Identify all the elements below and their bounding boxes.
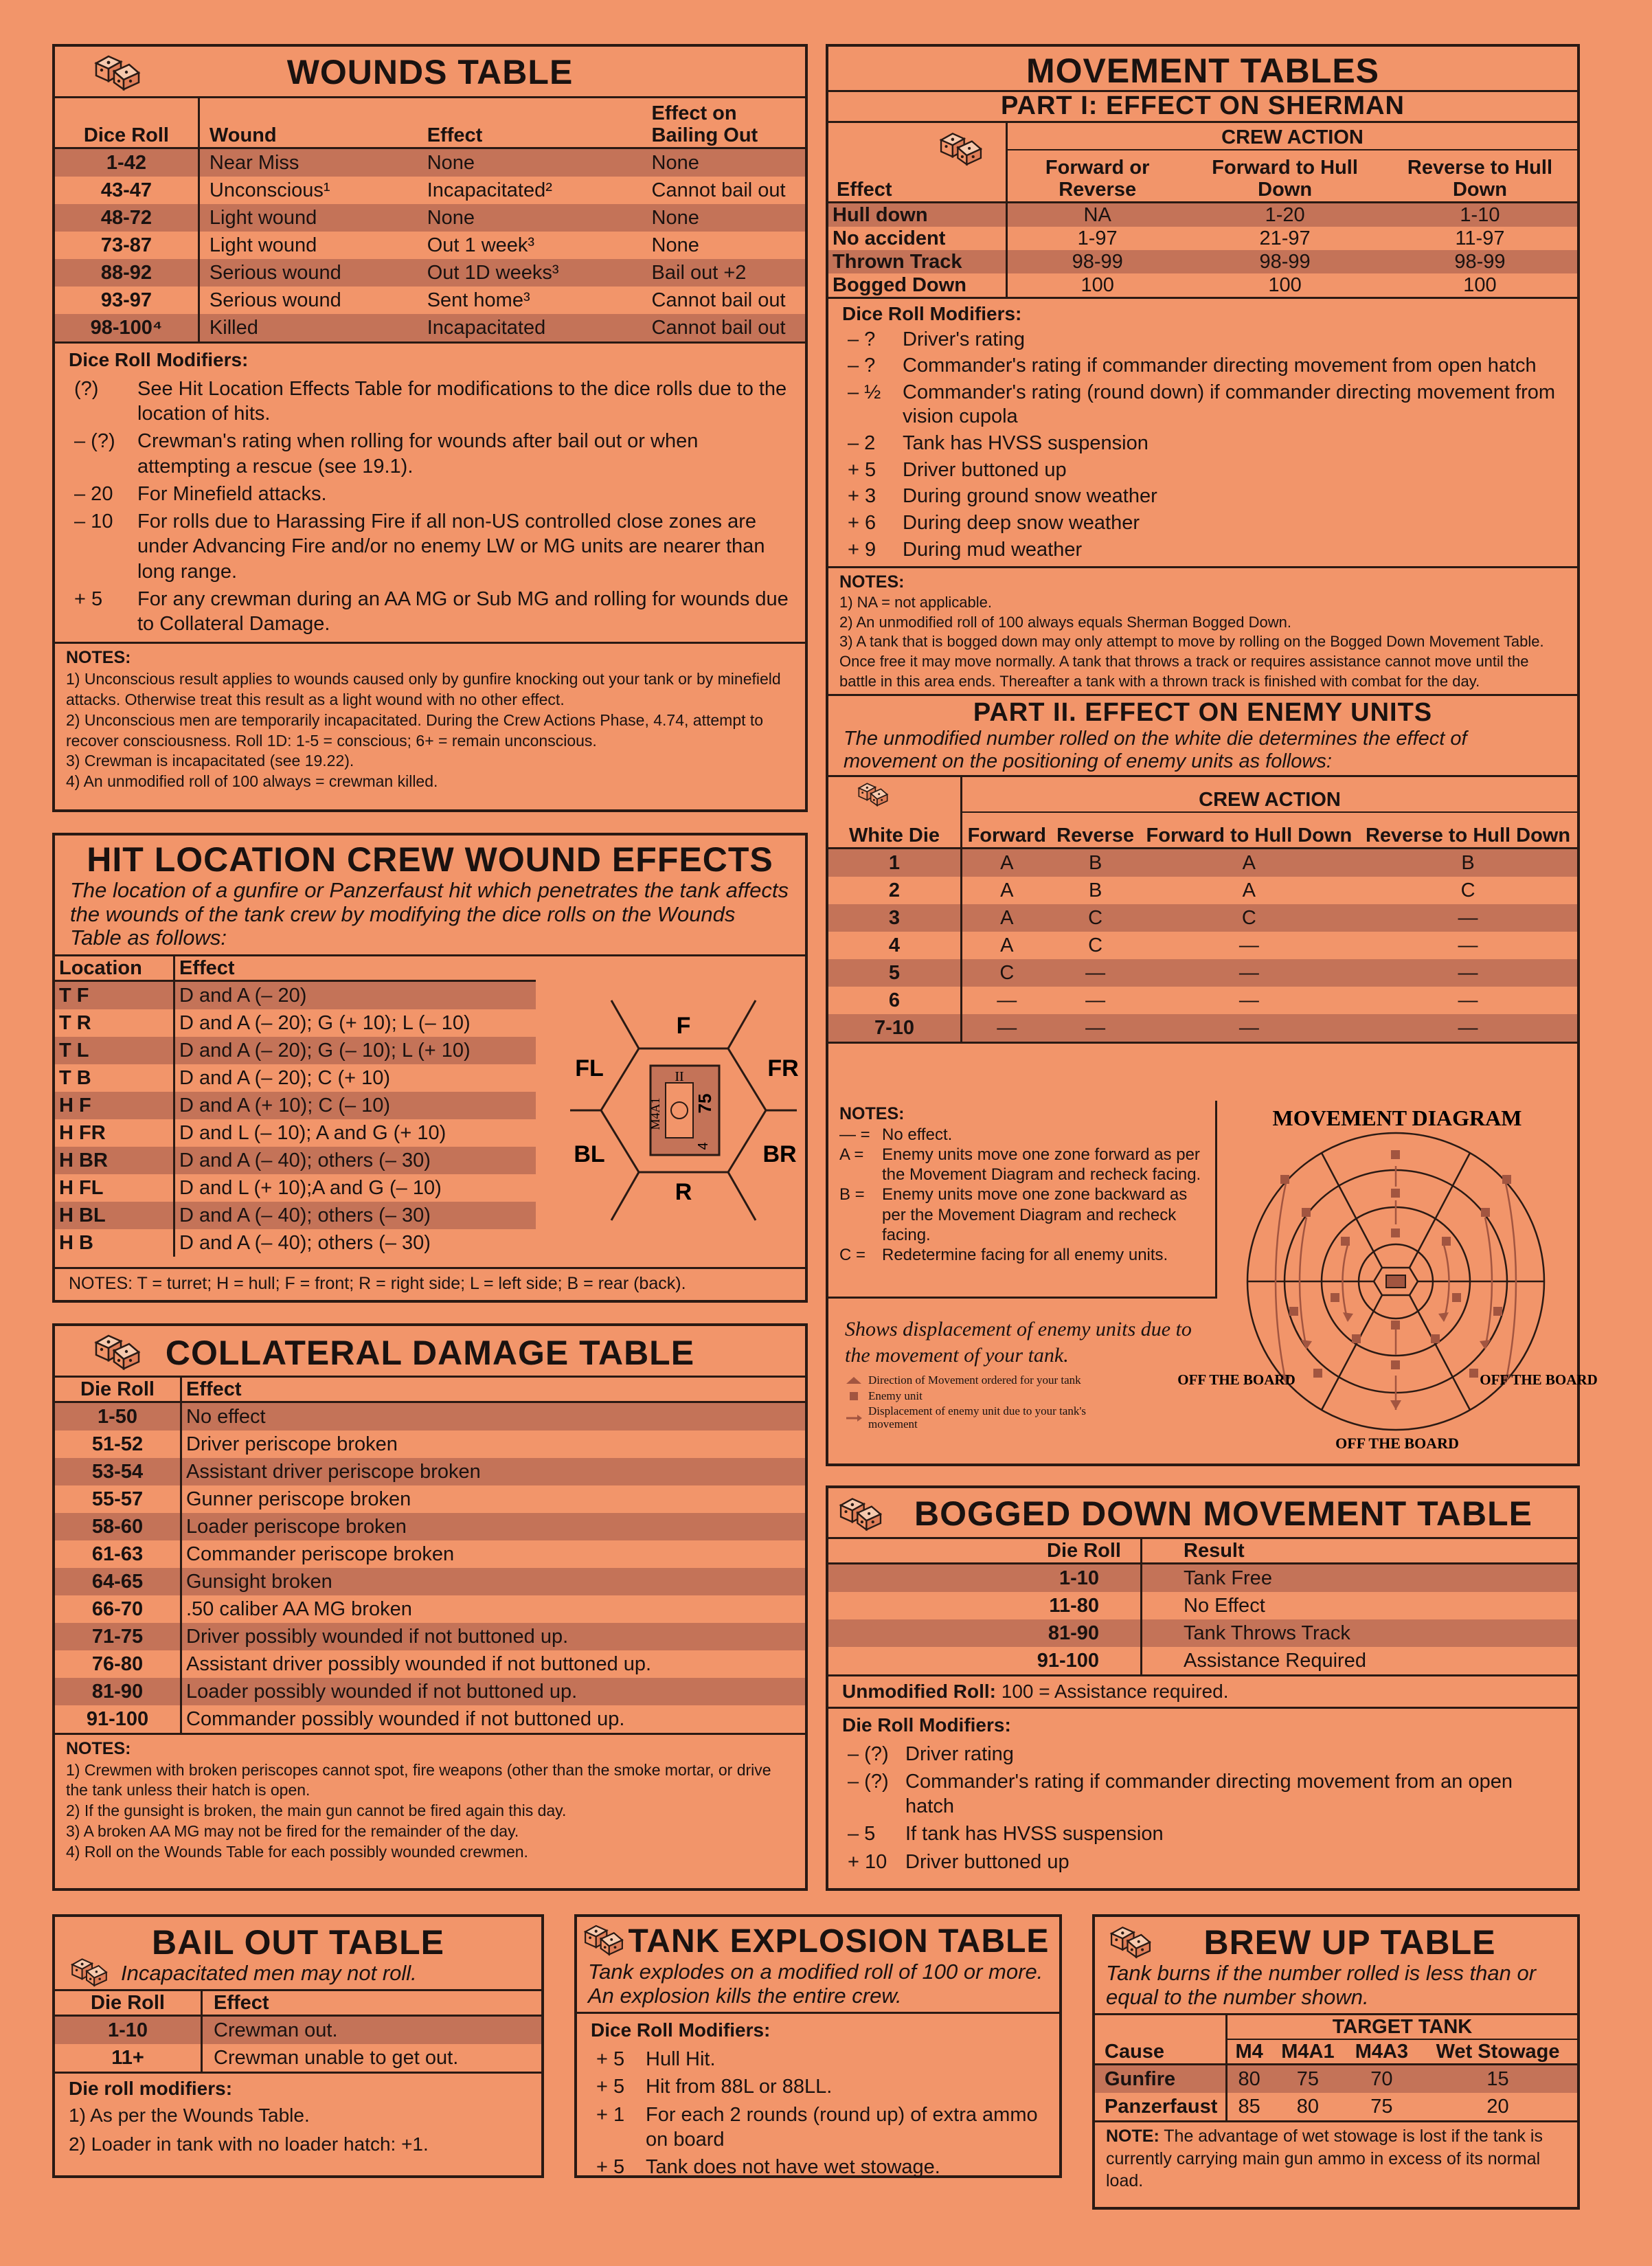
modifier-row: (?) See Hit Location Effects Table for modifications to the dice rolls due to the location of hits.: [74, 377, 787, 425]
modifier-row: + 5 For any crewman during an AA MG or Sub MG and rolling for wounds due to Collateral Damage.: [74, 587, 789, 636]
dice-icon: [856, 780, 890, 807]
modifier-row: – ½ Commander's rating (round down) if commander directing movement from vision cupola: [848, 381, 1556, 428]
header-dice-roll: Dice Roll: [55, 98, 199, 148]
bogged-unmodified: Unmodified Roll: 100 = Assistance required.: [842, 1681, 1229, 1702]
modifier-row: + 6 During deep snow weather: [848, 512, 1140, 535]
modifier-row: – 5 If tank has HVSS suspension: [848, 1823, 1164, 1846]
tank-label-4: 4: [696, 1142, 711, 1150]
tank-label-name: M4A1: [648, 1097, 662, 1130]
off-board-right: OFF THE BOARD: [1480, 1371, 1598, 1388]
off-board-left: OFF THE BOARD: [1177, 1371, 1295, 1388]
modifier-row: – (?) Commander's rating if commander directing movement from an open hatch: [848, 1770, 1513, 1818]
collateral-grid: Die Roll Effect 1-50 No effect 51-52 Driver periscope broken 53-54 Assistant driver periscope broken 55-57 Gunner periscope broken 58-60 Loader periscope broken 61-63 Commander periscope broken 64-65 Gunsight broken 66-70 .50 caliber AA MG broken 71-75 Driver possibly wounded if not buttoned up. 76-80 Assistant driver possibly wounded if not buttoned up. 81-90 Loader possibly wounded if not buttoned up. 91-100 Commander possibly wounded if not buttoned up.: [55, 1376, 805, 1733]
collateral-title: COLLATERAL DAMAGE TABLE: [165, 1334, 695, 1372]
wounds-mod-title: Dice Roll Modifiers:: [69, 349, 249, 370]
hex-label-fr: FR: [767, 1055, 799, 1081]
table-row: 48-72 Light wound None None: [55, 204, 805, 232]
brew-up-panel: [1092, 1914, 1580, 2210]
bailout-subtitle: Incapacitated men may not roll.: [121, 1961, 417, 1985]
bailout-grid: Die Roll Effect 1-10 Crewman out. 11+ Crewman unable to get out.: [55, 1991, 541, 2072]
tank-explosion-panel: TANK EXPLOSION TABLE Tank explodes on a modified roll of 100 or more. An explosion kills the entire crew. Dice Roll Modifiers: + 5 Hull Hit. + 5 Hit from 88L or 88LL. + 1 For each 2 rounds (round up) of extra ammo on board + 5 Tank does not have wet stowage.: [574, 1914, 1062, 2178]
modifier-row: – (?) Driver rating: [848, 1742, 1014, 1765]
collateral-damage-panel: [52, 1323, 808, 1891]
explosion-subtitle: Tank explodes on a modified roll of 100 or more. An explosion kills the entire crew.: [588, 1959, 1043, 2008]
diagram-title: MOVEMENT DIAGRAM: [1272, 1106, 1522, 1130]
bail-out-panel: [52, 1914, 544, 2178]
header-wound: Wound: [209, 124, 277, 146]
hitloc-notes: NOTES: T = turret; H = hull; F = front; R = right side; L = left side; B = rear (back).: [69, 1274, 686, 1293]
brewup-subtitle: Tank burns if the number rolled is less than or equal to the number shown.: [1106, 1961, 1537, 2009]
hitloc-grid: Location Effect T F D and A (– 20) T R D and A (– 20); G (+ 10); L (– 10) T L D and A (– 20); G (– 10); L (+ 10) T B D and A (– 20); C (+ 10) H F D and A (+ 10); C (– 10) H FR D and L (– 10); A and G (+ 10) H BR D and A (– 40); others (– 30) H FL D and L (+ 10);A and G (– 10) H BL D and A (– 40); others (– 30) H B D and A (– 40); others (– 30): [55, 956, 536, 1257]
wounds-notes: NOTES: 1) Unconscious result applies to wounds caused only by gunfire knocking out your tank or by minefield attacks. Otherwise treat this result as a light wound with no other effect. 2) Unconscious men are temporarily incapacitated. During the Crew Actions Phase, 4.74, attempt to recover consciousness. Roll 1D: 1-5 = conscious; 6+ = remain unconscious. 3) Crewman is incapacitated (see 19.22). 4) An unmodified roll of 100 always = crewman killed.: [66, 648, 781, 791]
header-bailing-out: Effect on Bailing Out: [651, 102, 758, 146]
wounds-table-panel: [52, 44, 808, 812]
enemy-notes-box: NOTES: — = No effect. A = Enemy units move one zone forward as per the Movement Diagram and recheck facing. B = Enemy units move one zone backward as per the Movement Diagram and recheck facing. C = Redetermine facing for all enemy units.: [828, 1101, 1217, 1299]
hitloc-title: HIT LOCATION CREW WOUND EFFECTS: [87, 840, 773, 879]
movement-title: MOVEMENT TABLES: [1026, 52, 1380, 90]
dice-icon: [838, 1494, 883, 1532]
modifier-row: – 2 Tank has HVSS suspension: [848, 431, 1149, 454]
movement-tables-panel: MOVEMENT TABLES PART I: EFFECT ON SHERMAN Effect CREW ACTION Forward or Reverse Forward to Hull Down Reverse to Hull Down Hull down NA 1-20 1-10 No accident 1-97 21-97 11-97 Thrown Track 98-99 98-99 98-99 Bogged Down 100 100 100 Dice Roll Modifiers: – ? Driver's rating – ? Commander's rating if commander directing movement from open hatch – ½ Commander's rating (round down) if commander directing movement from vision cupola – 2 Tank has HVSS suspension + 5 Driver buttoned up + 3 During ground snow weather + 6 During deep snow weather + 9 During mud weather NOTES: 1) NA = not applicable. 2) An unmodified roll of 100 always equals Sherman Bogged Down. 3) A tank that is bogged down may only attempt to move by rolling on the Bogged Down Movement Table. Once free it may move normally. A tank that throws a track or requires assistance cannot move until the battle in this area ends. Thereafter a tank with a thrown track is finished with combat for the day. PART II. EFFECT ON ENEMY UNITS The unmodified number rolled on the white die determines the effect of movement on the positioning of enemy units as follows: White Die CREW ACTION Forward Reverse Forward to Hull Down Reverse to Hull Down 1 A B A B 2 A B A C 3 A C C — 4 A C — — 5 C — — — 6 — — — — 7-10 — — — — NOTES: — = No effect. A = Enemy units move one zone forward as per the Movement Diagram and recheck facing. B = Enemy units move one zone backward as per the Movement Diagram and recheck facing. C = Redetermine facing for all enemy units. Shows displacement of enemy units due to the movement of your tank. Direction of Movement ordered for your tank Enemy unit Displacement of enemy unit due to your tank's movement MOVEMENT DIAGRAM OFF THE BOARD OFF THE BOARD OFF THE BOARD: [826, 44, 1580, 1466]
modifier-row: – ? Commander's rating if commander directing movement from open hatch: [848, 355, 1537, 377]
table-row: 98-100⁴ Killed Incapacitated Cannot bail out: [55, 314, 805, 341]
bogged-grid: Die Roll Result 1-10 Tank Free 11-80 No Effect 81-90 Tank Throws Track 91-100 Assistance Required: [828, 1539, 1577, 1674]
hex-label-f: F: [676, 1013, 691, 1039]
tank-label-75: 75: [694, 1093, 715, 1114]
brewup-note: NOTE: The advantage of wet stowage is lost if the tank is currently carrying main gun ammo in excess of its normal load.: [1106, 2127, 1543, 2191]
enemy-units-grid: White Die CREW ACTION Forward Reverse Forward to Hull Down Reverse to Hull Down 1 A B A B 2 A B A C 3 A C C — 4 A C — — 5 C — — — 6 — — — — 7-10 — — — —: [828, 777, 1577, 1042]
part2-subtitle: The unmodified number rolled on the white die determines the effect of movement on the positioning of enemy units as follows:: [844, 728, 1467, 772]
wounds-grid: [55, 96, 805, 341]
bailout-modifiers: Die roll modifiers: 1) As per the Wounds Table. 2) Loader in tank with no loader hatch: +1.: [69, 2078, 429, 2155]
table-row: 88-92 Serious wound Out 1D weeks³ Bail out +2: [55, 259, 805, 287]
movement-diagram: [1177, 1101, 1598, 1458]
explosion-title: TANK EXPLOSION TABLE: [628, 1923, 1050, 1960]
wounds-title: WOUNDS TABLE: [286, 53, 574, 91]
part1-title: PART I: EFFECT ON SHERMAN: [1001, 91, 1405, 120]
dice-icon: [582, 1921, 625, 1957]
modifier-row: – ? Driver's rating: [848, 328, 1025, 350]
off-board-bottom: OFF THE BOARD: [1335, 1435, 1459, 1452]
hex-label-r: R: [675, 1179, 692, 1205]
dice-icon: [1109, 1922, 1153, 1960]
table-row: 43-47 Unconscious¹ Incapacitated² Cannot bail out: [55, 177, 805, 204]
bogged-title: BOGGED DOWN MOVEMENT TABLE: [914, 1494, 1533, 1533]
hitloc-subtitle: The location of a gunfire or Panzerfaust hit which penetrates the tank affects the wounds of the tank crew by modifying the dice rolls on the Wounds Table as follows:: [70, 878, 789, 950]
bailout-title: BAIL OUT TABLE: [151, 1923, 444, 1962]
dice-icon: [938, 128, 984, 167]
modifier-row: + 1 For each 2 rounds (round up) of extra ammo on board: [596, 2103, 1038, 2151]
brewup-title: BREW UP TABLE: [1203, 1923, 1496, 1962]
hex-label-fl: FL: [575, 1055, 604, 1081]
bogged-down-panel: BOGGED DOWN MOVEMENT TABLE Die Roll Result 1-10 Tank Free 11-80 No Effect 81-90 Tank Throws Track 91-100 Assistance Required Unmodified Roll: 100 = Assistance required. Die Roll Modifiers: – (?) Driver rating – (?) Commander's rating if commander directing movement from an open hatch – 5 If tank has HVSS suspension + 10 Driver buttoned up: [826, 1485, 1580, 1891]
modifier-row: + 3 During ground snow weather: [848, 485, 1157, 508]
hit-location-hex-diagram: [570, 973, 797, 1248]
hex-label-br: BR: [762, 1141, 797, 1167]
modifier-row: – 20 For Minefield attacks.: [74, 482, 327, 505]
modifier-row: + 5 Hit from 88L or 88LL.: [596, 2076, 833, 2098]
modifier-row: + 5 Driver buttoned up: [848, 458, 1067, 481]
tank-label-ii: II: [675, 1069, 684, 1084]
collateral-notes: NOTES: 1) Crewmen with broken periscopes cannot spot, fire weapons (other than the smoke mortar, or drive the tank unless their hatch is open. 2) If the gunsight is broken, the main gun cannot be fired again this day. 3) A broken AA MG may not be fired for the remainder of the day. 4) Roll on the Wounds Table for each possibly wounded crewmen.: [66, 1739, 771, 1861]
table-row: 93-97 Serious wound Sent home³ Cannot bail out: [55, 287, 805, 314]
modifier-row: + 9 During mud weather: [848, 539, 1083, 561]
modifier-row: – (?) Crewman's rating when rolling for wounds after bail out or when attempting a rescue (see 19.1).: [74, 430, 699, 478]
hex-label-bl: BL: [574, 1141, 605, 1167]
brewup-grid: Cause TARGET TANK M4 M4A1 M4A3 Wet Stowage Gunfire 80 75 70 15 Panzerfaust 85 80 75 20: [1095, 2015, 1577, 2120]
dice-icon: [70, 1955, 109, 1988]
part2-title: PART II. EFFECT ON ENEMY UNITS: [973, 698, 1433, 728]
modifier-row: + 5 Hull Hit.: [596, 2048, 716, 2071]
sherman-grid: Effect CREW ACTION Forward or Reverse Forward to Hull Down Reverse to Hull Down Hull down NA 1-20 1-10 No accident 1-97 21-97 11-97 Thrown Track 98-99 98-99 98-99 Bogged Down 100 100 100: [828, 123, 1577, 297]
hit-location-panel: [52, 833, 808, 1303]
diagram-caption: Shows displacement of enemy units due to the movement of your tank.: [845, 1318, 1192, 1367]
table-row: 73-87 Light wound Out 1 week³ None: [55, 232, 805, 259]
diagram-legend: Direction of Movement ordered for your tank Enemy unit Displacement of enemy unit due to your tank's movement: [845, 1374, 1120, 1431]
dice-icon: [93, 1330, 142, 1371]
modifier-row: + 10 Driver buttoned up: [848, 1850, 1070, 1873]
movement-notes: NOTES: 1) NA = not applicable. 2) An unmodified roll of 100 always equals Sherman Bogged Down. 3) A tank that is bogged down may only attempt to move by rolling on the Bogged Down Movement Table. Once free it may move normally. A tank that throws a track or requires assistance cannot move until the battle in this area ends. Thereafter a tank with a thrown track is finished with combat for the day.: [839, 572, 1544, 690]
modifier-row: – 10 For rolls due to Harassing Fire if all non-US controlled close zones are under Advancing Fire and/or no enemy LW or MG units are nearer than long range.: [74, 511, 765, 583]
table-row: 1-42 Near Miss None None: [55, 148, 805, 177]
modifier-row: + 5 Tank does not have wet stowage.: [596, 2156, 940, 2179]
dice-icon: [93, 51, 142, 92]
header-effect: Effect: [427, 124, 483, 146]
